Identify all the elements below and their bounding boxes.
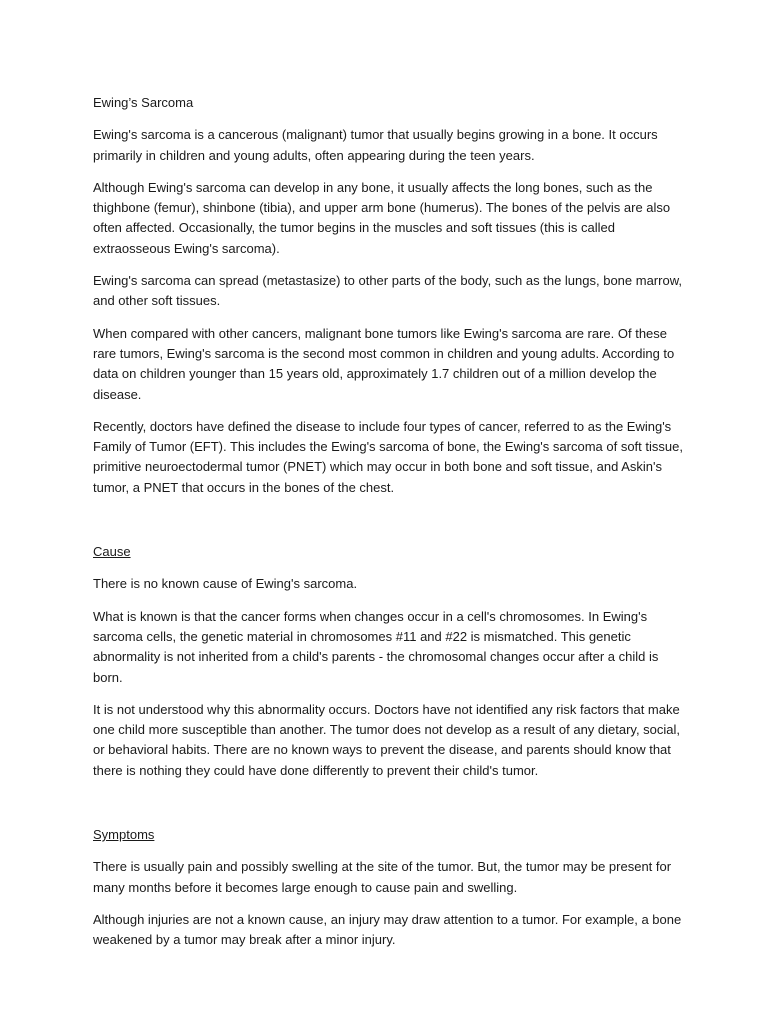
intro-paragraph: Recently, doctors have defined the disease to include four types of cancer, referred to as the Ewing's Family of Tumor (EFT). This includes the Ewing's sarcoma of bone, the Ewing's sarcoma of soft tissue, primitive neuroectodermal tumor (PNET) which may occur in both bone and soft tissue, and Askin's tumor, a PNET that occurs in the bones of the chest. [93, 418, 683, 495]
document-title: Ewing’s Sarcoma [93, 95, 194, 110]
document-body [93, 93, 683, 963]
intro-paragraph: Ewing's sarcoma can spread (metastasize) to other parts of the body, such as the lungs, bone marrow, and other soft tissues. [93, 273, 682, 309]
section-spacer [93, 793, 683, 825]
section-spacer [93, 510, 683, 542]
intro-paragraph: When compared with other cancers, malignant bone tumors like Ewing's sarcoma are rare. Of these rare tumors, Ewing's sarcoma is the second most common in children and young adults. According to data on children younger than 15 years old, approximately 1.7 children out of a million develop the disease. [93, 325, 675, 402]
cause-paragraph: What is known is that the cancer forms when changes occur in a cell's chromosomes. In Ewing's sarcoma cells, the genetic material in chromosomes #11 and #22 is mismatched. This genetic abnormality is not inherited from a child's parents - the chromosomal changes occur after a child is born. [93, 608, 659, 685]
cause-heading: Cause [93, 544, 131, 560]
symptoms-paragraph: There is usually pain and possibly swelling at the site of the tumor. But, the tumor may be present for many months before it becomes large enough to cause pain and swelling. [93, 859, 672, 895]
symptoms-heading: Symptoms [93, 827, 155, 843]
symptoms-paragraph: Although injuries are not a known cause, an injury may draw attention to a tumor. For example, a bone weakened by a tumor may break after a minor injury. [93, 911, 682, 948]
cause-paragraph: It is not understood why this abnormality occurs. Doctors have not identified any risk factors that make one child more susceptible than another. The tumor does not develop as a result of any dietary, social, or behavioral habits. There are no known ways to prevent the disease, and parents should know that there is nothing they could have done differently to prevent their child's tumor. [93, 701, 681, 778]
intro-paragraph: Although Ewing's sarcoma can develop in any bone, it usually affects the long bones, such as the thighbone (femur), shinbone (tibia), and upper arm bone (humerus). The bones of the pelvis are also often affected. Occasionally, the tumor begins in the muscles and soft tissues (this is called extraosseous Ewing's sarcoma). [93, 179, 671, 256]
cause-paragraph: There is no known cause of Ewing's sarcoma. [93, 576, 358, 592]
intro-paragraph: Ewing's sarcoma is a cancerous (malignant) tumor that usually begins growing in a bone. It occurs primarily in children and young adults, often appearing during the teen years. [93, 127, 658, 163]
